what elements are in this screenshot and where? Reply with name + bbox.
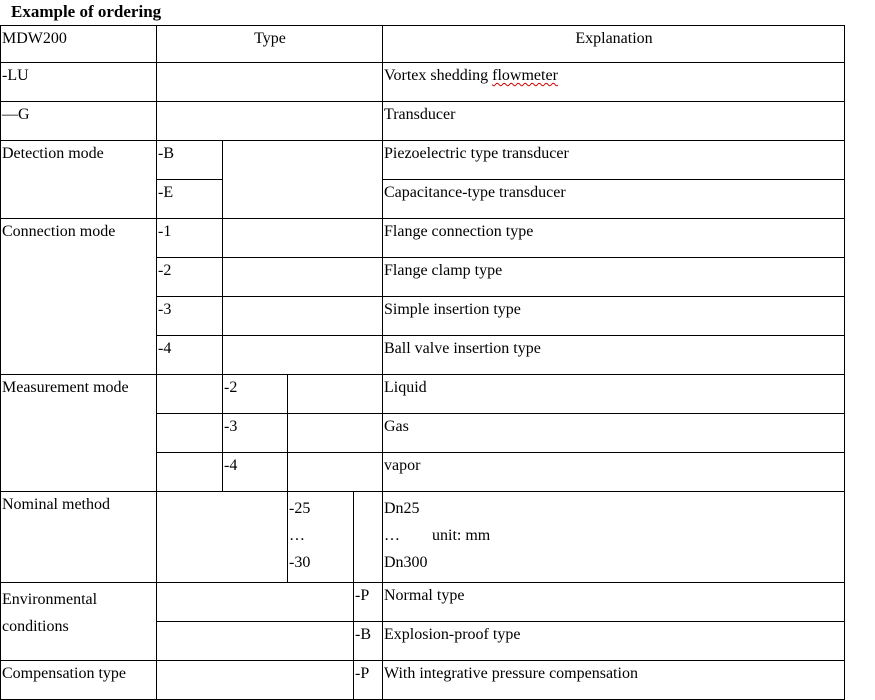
nominal-method-label: Nominal method: [1, 492, 157, 583]
code-cell: -B: [354, 622, 383, 661]
explanation-cell: Flange connection type: [383, 219, 845, 258]
empty-cell: [288, 414, 383, 453]
code-cell: -P: [354, 661, 383, 700]
table-row: [1, 492, 845, 583]
explanation-cell: Gas: [383, 414, 845, 453]
empty-cell: [157, 414, 223, 453]
table-row: [1, 219, 845, 258]
table-row: [1, 141, 845, 180]
table-row: [1, 661, 845, 700]
explanation-cell: vapor: [383, 453, 845, 492]
spelling-flagged-word: flowmeter: [492, 67, 558, 84]
model-header: MDW200: [1, 26, 157, 63]
table-row: [1, 583, 845, 622]
explanation-cell: Capacitance-type transducer: [383, 180, 845, 219]
empty-cell: [223, 258, 383, 297]
explanation-cell: Ball valve insertion type: [383, 336, 845, 375]
explanation-cell: With integrative pressure compensation: [383, 661, 845, 700]
type-header: Type: [157, 26, 383, 63]
empty-cell: [157, 661, 354, 700]
explanation-cell: Flange clamp type: [383, 258, 845, 297]
empty-cell: [157, 375, 223, 414]
code-cell: -2: [157, 258, 223, 297]
table-row: [1, 102, 845, 141]
code-cell: -B: [157, 141, 223, 180]
empty-cell: [288, 453, 383, 492]
empty-cell: [157, 102, 383, 141]
explanation-cell: Normal type: [383, 583, 845, 622]
compensation-type-label: Compensation type: [1, 661, 157, 700]
header-row: [1, 26, 845, 63]
explanation-cell: Dn25 … unit: mm Dn300: [383, 492, 845, 583]
page-title: Example of ordering: [11, 2, 162, 21]
empty-cell: [157, 63, 383, 102]
measurement-mode-label: Measurement mode: [1, 375, 157, 492]
empty-cell: [157, 622, 354, 661]
explanation-cell: Simple insertion type: [383, 297, 845, 336]
empty-cell: [157, 453, 223, 492]
code-cell: -2: [223, 375, 288, 414]
code-cell: -3: [157, 297, 223, 336]
code-cell: -LU: [1, 63, 157, 102]
code-cell: -E: [157, 180, 223, 219]
explanation-cell: Liquid: [383, 375, 845, 414]
empty-cell: [157, 583, 354, 622]
code-cell: -1: [157, 219, 223, 258]
code-cell: -P: [354, 583, 383, 622]
empty-cell: [223, 297, 383, 336]
empty-cell: [223, 336, 383, 375]
connection-mode-label: Connection mode: [1, 219, 157, 375]
table-row: [1, 375, 845, 414]
explanation-cell: Transducer: [383, 102, 845, 141]
code-cell: -4: [223, 453, 288, 492]
explanation-header: Explanation: [383, 26, 845, 63]
detection-mode-label: Detection mode: [1, 141, 157, 219]
table-row: [1, 63, 845, 102]
empty-cell: [354, 492, 383, 583]
empty-cell: [223, 141, 383, 219]
empty-cell: [223, 219, 383, 258]
explanation-cell: Piezoelectric type transducer: [383, 141, 845, 180]
code-cell: -25 … -30: [288, 492, 354, 583]
code-cell: —G: [1, 102, 157, 141]
empty-cell: [157, 492, 288, 583]
code-cell: -3: [223, 414, 288, 453]
code-cell: -4: [157, 336, 223, 375]
environmental-conditions-label: Environmental conditions: [1, 583, 157, 661]
ordering-table: [0, 25, 845, 700]
empty-cell: [288, 375, 383, 414]
explanation-cell: Vortex shedding flowmeter: [383, 63, 845, 102]
explanation-cell: Explosion-proof type: [383, 622, 845, 661]
